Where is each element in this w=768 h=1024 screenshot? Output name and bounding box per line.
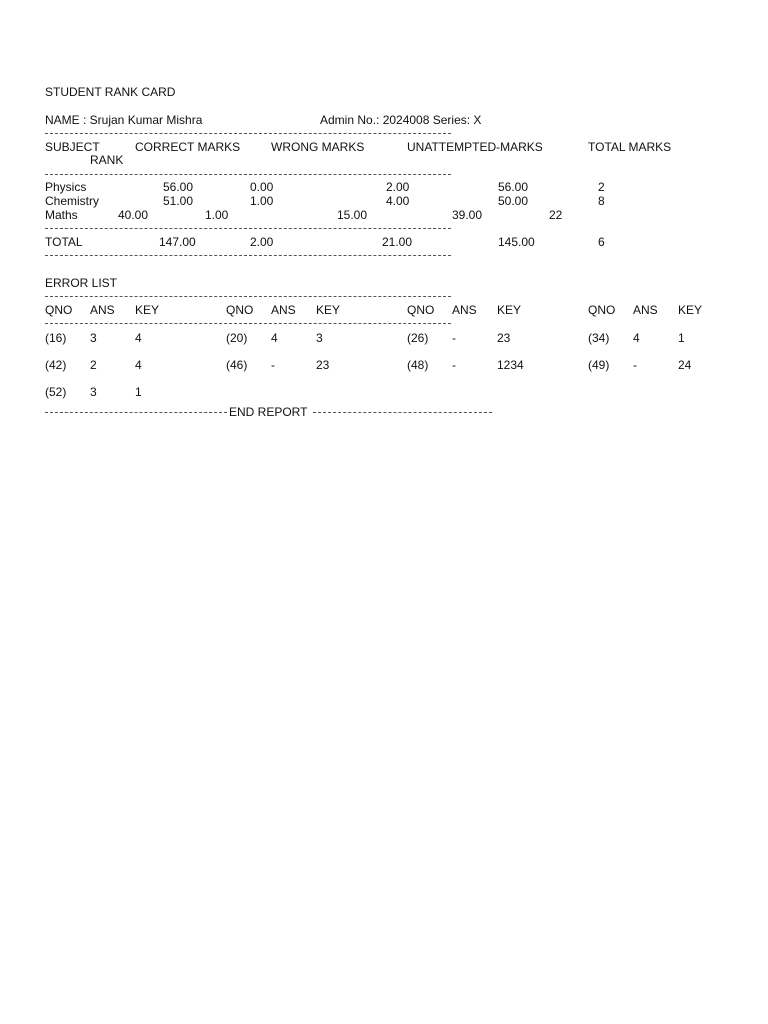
row-total-subject: TOTAL: [45, 235, 83, 249]
error-header-qno: QNO: [45, 303, 73, 317]
divider-line: [45, 296, 451, 297]
end-report-label: END REPORT: [229, 405, 308, 419]
row-chemistry-subject: Chemistry: [45, 194, 100, 208]
divider-line: [45, 255, 451, 256]
row-maths-rank: 22: [549, 208, 563, 222]
end-report-line: [45, 405, 492, 419]
error-header-key: KEY: [316, 303, 341, 317]
row-total-total: 145.00: [498, 235, 535, 249]
error-ans: -: [633, 358, 637, 372]
row-total-correct: 147.00: [159, 235, 196, 249]
error-ans: 4: [633, 331, 640, 345]
error-header-key: KEY: [678, 303, 703, 317]
header-wrong-marks: WRONG MARKS: [271, 140, 365, 154]
error-ans: -: [452, 331, 456, 345]
error-key: 23: [497, 331, 511, 345]
row-total-unattempted: 21.00: [382, 235, 413, 249]
divider-line: [45, 228, 451, 229]
header-total-marks: TOTAL MARKS: [588, 140, 672, 154]
row-chemistry-total: 50.00: [498, 194, 529, 208]
header-correct-marks: CORRECT MARKS: [135, 140, 241, 154]
error-ans: -: [452, 358, 456, 372]
error-key: 24: [678, 358, 692, 372]
error-key: 23: [316, 358, 330, 372]
divider-line: [45, 412, 227, 413]
error-qno: (46): [226, 358, 248, 372]
header-unattempted-marks: UNATTEMPTED-MARKS: [407, 140, 543, 154]
row-maths-correct: 40.00: [118, 208, 149, 222]
error-qno: (42): [45, 358, 67, 372]
row-physics-rank: 2: [598, 180, 605, 194]
error-qno: (52): [45, 385, 67, 399]
divider-line: [45, 323, 451, 324]
error-header-ans: ANS: [452, 303, 477, 317]
error-ans: 3: [90, 385, 97, 399]
row-maths-subject: Maths: [45, 208, 78, 222]
row-physics-total: 56.00: [498, 180, 529, 194]
admin-number: Admin No.: 2024008 Series: X: [320, 113, 482, 127]
divider-line: [45, 133, 451, 134]
error-header-qno: QNO: [226, 303, 254, 317]
error-ans: 3: [90, 331, 97, 345]
row-chemistry-wrong: 1.00: [250, 194, 274, 208]
error-qno: (16): [45, 331, 67, 345]
page-title: STUDENT RANK CARD: [45, 85, 176, 99]
error-key: 1: [135, 385, 142, 399]
error-key: 1234: [497, 358, 524, 372]
error-key: 4: [135, 331, 142, 345]
row-physics-unattempted: 2.00: [386, 180, 410, 194]
row-physics-wrong: 0.00: [250, 180, 274, 194]
error-header-key: KEY: [135, 303, 160, 317]
row-total-wrong: 2.00: [250, 235, 274, 249]
error-ans: 4: [271, 331, 278, 345]
error-qno: (20): [226, 331, 248, 345]
student-name: NAME : Srujan Kumar Mishra: [45, 113, 203, 127]
error-ans: -: [271, 358, 275, 372]
error-key: 4: [135, 358, 142, 372]
error-header-qno: QNO: [588, 303, 616, 317]
error-key: 1: [678, 331, 685, 345]
header-rank: RANK: [90, 153, 124, 167]
row-total-rank: 6: [598, 235, 605, 249]
error-header-ans: ANS: [90, 303, 115, 317]
error-ans: 2: [90, 358, 97, 372]
divider-line: [313, 412, 492, 413]
divider-line: [45, 174, 451, 175]
row-chemistry-rank: 8: [598, 194, 605, 208]
error-header-key: KEY: [497, 303, 522, 317]
error-qno: (26): [407, 331, 429, 345]
row-maths-total: 39.00: [452, 208, 483, 222]
error-list-title: ERROR LIST: [45, 276, 118, 290]
row-maths-unattempted: 15.00: [337, 208, 368, 222]
row-chemistry-correct: 51.00: [163, 194, 194, 208]
error-qno: (49): [588, 358, 610, 372]
error-header-ans: ANS: [633, 303, 658, 317]
header-subject: SUBJECT: [45, 140, 100, 154]
row-maths-wrong: 1.00: [205, 208, 229, 222]
error-qno: (48): [407, 358, 429, 372]
row-physics-subject: Physics: [45, 180, 87, 194]
error-header-ans: ANS: [271, 303, 296, 317]
error-key: 3: [316, 331, 323, 345]
error-qno: (34): [588, 331, 610, 345]
error-header-qno: QNO: [407, 303, 435, 317]
row-physics-correct: 56.00: [163, 180, 194, 194]
row-chemistry-unattempted: 4.00: [386, 194, 410, 208]
